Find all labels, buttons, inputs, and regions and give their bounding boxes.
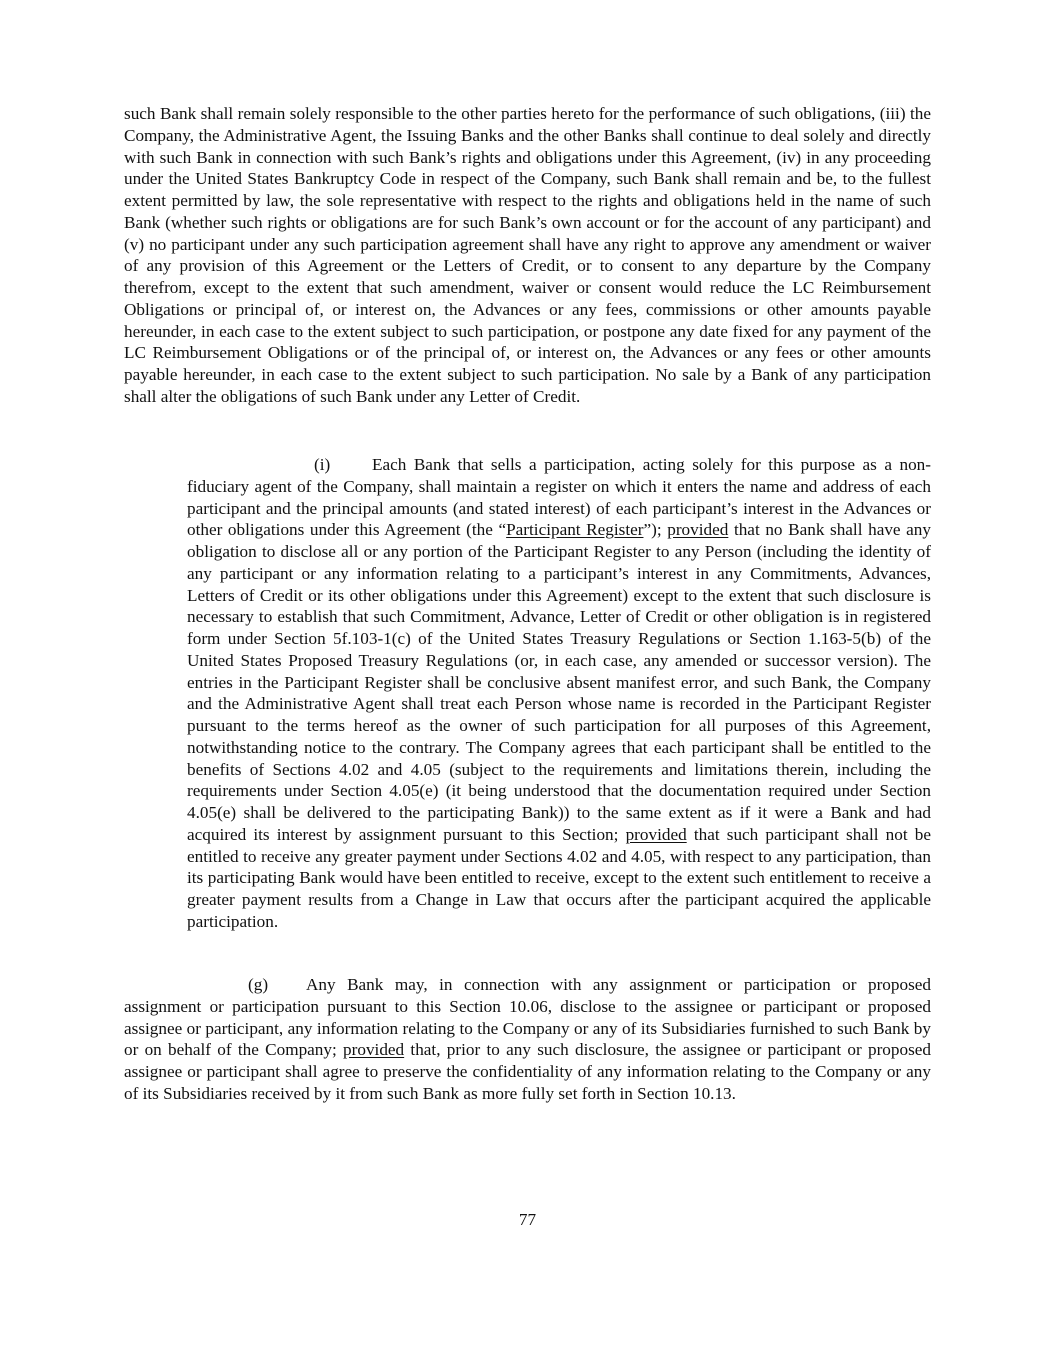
subsection-i-text-4: that such participant shall not be entitled to receive any greater payment under Sections 4.02 and 4.05, with respect to any participation, than its participating Bank would have been entitled to receive, except to the extent such entitlement to receive a greater payment results from a Change in Law that occurs after the participant acquired the applicable participation. <box>187 824 931 931</box>
paragraph-continuation: such Bank shall remain solely responsible to the other parties hereto for the performance of such obligations, (iii) the Company, the Administrative Agent, the Issuing Banks and the other Banks shall continue to deal solely and directly with such Bank in connection with such Bank’s rights and obligations under this Agreement, (iv) in any proceeding under the United States Bankruptcy Code in respect of the Company, such Bank shall remain and be, to the fullest extent permitted by law, the sole representative with respect to the rights and obligations held in the name of such Bank (whether such rights or obligations are for such Bank’s own account or for the account of any participant) and (v) no participant under any such participation agreement shall have any right to approve any amendment or waiver of any provision of this Agreement or the Letters of Credit, or to consent to any departure by the Company therefrom, except to the extent that such amendment, waiver or consent would reduce the LC Reimbursement Obligations or principal of, or interest on, the Advances or any fees, commissions or other amounts payable hereunder, in each case to the extent subject to such participation, or postpone any date fixed for any payment of the LC Reimbursement Obligations or of the principal of, or interest on, the Advances or any fees or other amounts payable hereunder, in each case to the extent subject to such participation. No sale by a Bank of any participation shall alter the obligations of such Bank under any Letter of Credit. <box>124 104 931 406</box>
provided-term: provided <box>343 1040 405 1060</box>
subsection-g-marker: (g) <box>248 975 269 994</box>
subsection-i-text-2: ”); <box>643 520 668 540</box>
defined-term-participant-register: Participant Register <box>506 520 644 540</box>
provided-term-1: provided <box>667 520 729 540</box>
provided-term-2: provided <box>625 824 687 844</box>
subsection-g-text-2: that, prior to any such disclosure, the assignee or participant or proposed assignee or participant shall agree to preserve the confidentiality of any information relating to the Company or any of its Subsidiaries received by it from such Bank as more fully set forth in Section 10.13. <box>124 1040 931 1103</box>
subsection-i-marker: (i) <box>314 455 331 474</box>
subsection-g <box>124 974 931 1105</box>
subsection-i-text-1: Each Bank that sells a participation, acting solely for this purpose as a non-fiduciary agent of the Company, shall maintain a register on which it enters the name and address of each participant and the principal amounts (and stated interest) of each participant’s interest in the Advances or other obligations under this Agreement (the “ <box>187 455 931 540</box>
subsection-i <box>187 454 931 933</box>
subsection-g-text-1: Any Bank may, in connection with any assignment or participation or proposed assignment or participation pursuant to this Section 10.06, disclose to the assignee or participant or proposed assignee or participant, any information relating to the Company or any of its Subsidiaries furnished to such Bank by or on behalf of the Company; <box>124 975 931 1060</box>
subsection-i-text-3: that no Bank shall have any obligation to disclose all or any portion of the Participant Register to any Person (including the identity of any participant or any information relating to a participant’s interest in any Commitments, Advances, Letters of Credit or its other obligations under this Agreement) except to the extent that such disclosure is necessary to establish that such Commitment, Advance, Letter of Credit or other obligation is in registered form under Section 5f.103-1(c) of the United States Treasury Regulations or Section 1.163-5(b) of the United States Proposed Treasury Regulations (or, in each case, any amended or successor version). The entries in the Participant Register shall be conclusive absent manifest error, and such Bank, the Company and the Administrative Agent shall treat each Person whose name is recorded in the Participant Register pursuant to the terms hereof as the owner of such participation for all purposes of this Agreement, notwithstanding notice to the contrary. The Company agrees that each participant shall be entitled to the benefits of Sections 4.02 and 4.05 (subject to the requirements and limitations therein, including the requirements under Section 4.05(e) (it being understood that the documentation required under Section 4.05(e) shall be delivered to the participating Bank)) to the same extent as if it were a Bank and had acquired its interest by assignment pursuant to this Section; <box>187 520 931 844</box>
page-number: 77 <box>518 1210 537 1229</box>
